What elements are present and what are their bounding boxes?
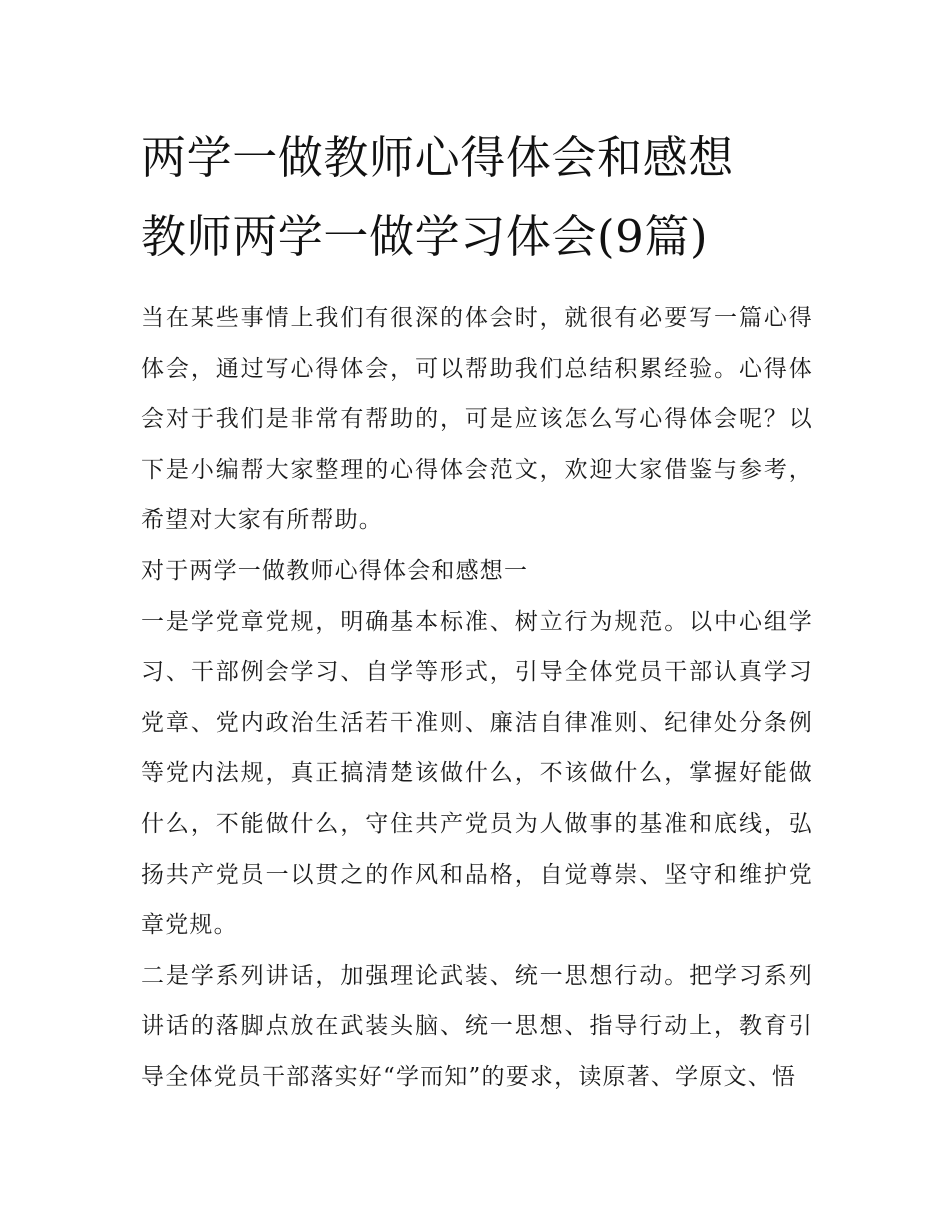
body-paragraph-2: 二是学系列讲话，加强理论武装、统一思想行动。把学习系列讲话的落脚点放在武装头脑、统一思想、指导行动上，教育引导全体党员干部落实好“学而知”的要求，读原著、学原文、悟	[141, 962, 813, 1090]
section-heading: 对于两学一做教师心得体会和感想一	[141, 557, 529, 584]
title-line-1: 两学一做教师心得体会和感想	[141, 131, 734, 184]
intro-paragraph: 当在某些事情上我们有很深的体会时，就很有必要写一篇心得体会，通过写心得体会，可以帮助我们总结积累经验。心得体会对于我们是非常有帮助的，可是应该怎么写心得体会呢？以下是小编帮大家整理的心得体会范文，欢迎大家借鉴与参考，希望对大家有所帮助。	[141, 305, 813, 534]
document-body	[141, 118, 813, 1103]
document-title	[141, 118, 813, 276]
body-paragraph-1: 一是学党章党规，明确基本标准、树立行为规范。以中心组学习、干部例会学习、自学等形式，引导全体党员干部认真学习党章、党内政治生活若干准则、廉洁自律准则、纪律处分条例等党内法规，真正搞清楚该做什么，不该做什么，掌握好能做什么，不能做什么，守住共产党员为人做事的基准和底线，弘扬共产党员一以贯之的作风和品格，自觉尊崇、坚守和维护党章党规。	[141, 608, 813, 939]
title-line-2: 教师两学一做学习体会(9篇)	[141, 210, 709, 263]
